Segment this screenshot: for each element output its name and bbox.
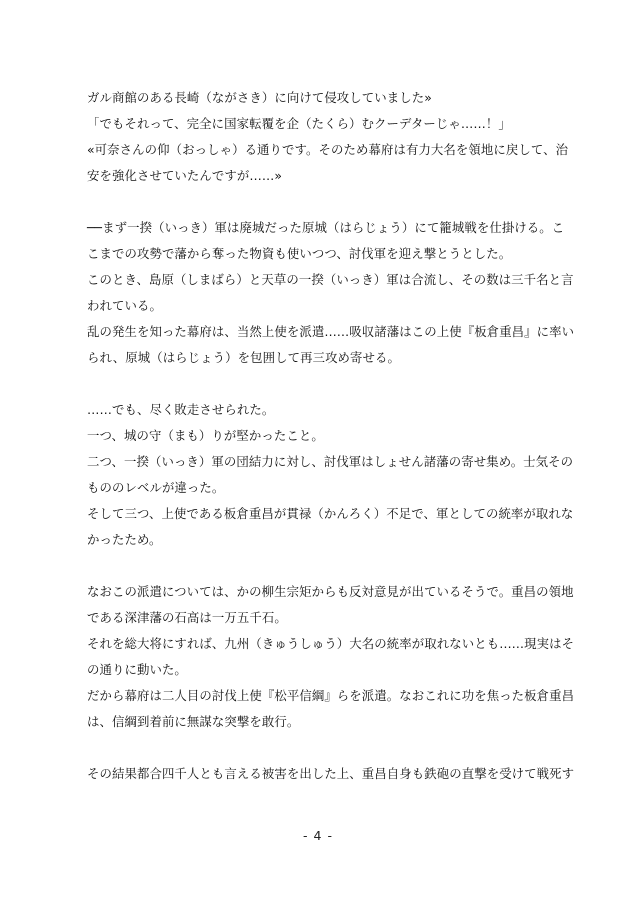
text-line: その結果都合四千人とも言える被害を出した上、重昌自身も鉄砲の直撃を受けて戦死す xyxy=(87,766,575,781)
text-line: それを総大将にすれば、九州（きゅうしゅう）大名の統率が取れないとも……現実はそ xyxy=(87,636,575,651)
blank-line xyxy=(87,371,557,397)
text-line: だから幕府は二人目の討伐上使『松平信綱』らを派遣。なおこれに功を焦った板倉重昌 xyxy=(87,688,575,703)
text-line: こまでの攻勢で藩から奪った物資も使いつつ、討伐軍を迎え撃とうとした。 xyxy=(87,246,512,261)
page-number: - 4 - xyxy=(303,828,333,843)
text-line: 二つ、一揆（いっき）軍の団結力に対し、討伐軍はしょせん諸藩の寄せ集め。士気その xyxy=(87,454,574,469)
text-line: «可奈さんの仰（おっしゃ）る通りです。そのため幕府は有力大名を領地に戻して、治 xyxy=(87,142,569,157)
text-line: われている。 xyxy=(87,298,162,313)
blank-line xyxy=(87,189,557,215)
text-line: 乱の発生を知った幕府は、当然上使を派遣……吸収諸藩はこの上使『板倉重昌』に率い xyxy=(87,324,575,339)
text-line: なおこの派遣については、かの柳生宗矩からも反対意見が出ているそうで。重昌の領地 xyxy=(87,584,574,599)
text-line: ガル商館のある長崎（ながさき）に向けて侵攻していました» xyxy=(87,90,432,105)
text-line: そして三つ、上使である板倉重昌が貫禄（かんろく）不足で、軍としての統率が取れな xyxy=(87,506,574,521)
blank-line xyxy=(87,553,557,579)
text-line: の通りに動いた。 xyxy=(87,662,187,677)
text-line: かったため。 xyxy=(87,532,162,547)
text-line: ──まず一揆（いっき）軍は廃城だった原城（はらじょう）にて籠城戦を仕掛ける。こ xyxy=(87,220,565,235)
text-line: もののレベルが違った。 xyxy=(87,480,225,495)
blank-line xyxy=(87,735,557,761)
text-line: られ、原城（はらじょう）を包囲して再三攻め寄せる。 xyxy=(87,350,401,365)
text-line: ……でも、尽く敗走させられた。 xyxy=(87,402,275,417)
body-text xyxy=(87,85,575,787)
text-line: 一つ、城の守（まも）りが堅かったこと。 xyxy=(87,428,324,443)
text-line: 安を強化させていたんですが……» xyxy=(87,168,283,183)
text-line: は、信綱到着前に無謀な突撃を敢行。 xyxy=(87,714,300,729)
text-line: このとき、島原（しまばら）と天草の一揆（いっき）軍は合流し、その数は三千名と言 xyxy=(87,272,574,287)
text-line: 「でもそれって、完全に国家転覆を企（たくら）むクーデターじゃ……！」 xyxy=(87,116,511,131)
text-line: である深津藩の石高は一万五千石。 xyxy=(87,610,287,625)
